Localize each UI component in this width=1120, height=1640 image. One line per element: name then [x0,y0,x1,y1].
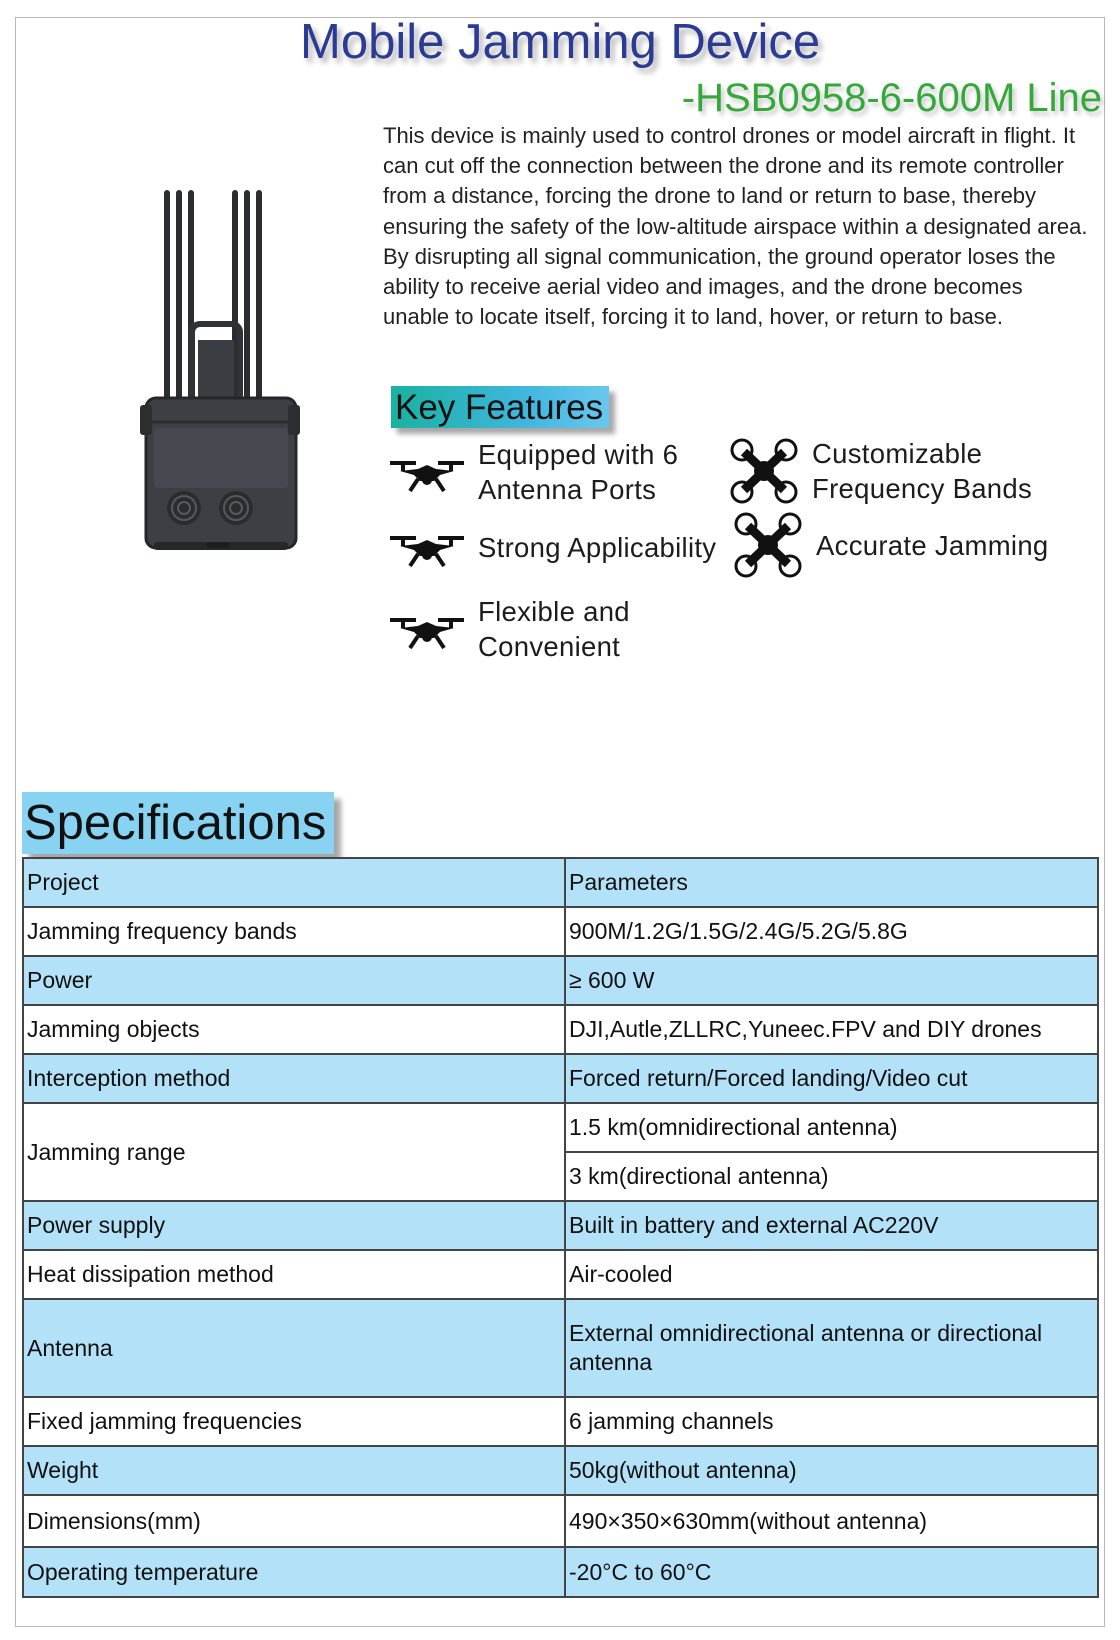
model-subtitle: -HSB0958-6-600M Line [681,76,1102,120]
column-header-project: Project [23,858,565,907]
drone-side-icon [388,522,466,572]
quadcopter-icon [728,438,800,504]
spec-value: 3 km(directional antenna) [565,1152,1098,1201]
spec-value: ≥ 600 W [565,956,1098,1005]
spec-value: 900M/1.2G/1.5G/2.4G/5.2G/5.8G [565,907,1098,956]
column-header-parameters: Parameters [565,858,1098,907]
spec-name: Power [23,956,565,1005]
spec-name: Dimensions(mm) [23,1495,565,1547]
spec-name: Antenna [23,1299,565,1397]
table-row [23,1201,1098,1250]
spec-name: Interception method [23,1054,565,1103]
table-row [23,1446,1098,1495]
feature-item [388,437,678,507]
specifications-heading: Specifications [22,792,334,854]
table-header-row [23,858,1098,907]
spec-value: Air-cooled [565,1250,1098,1299]
key-features-heading: Key Features [391,386,609,428]
feature-label: Flexible and Convenient [478,596,630,662]
jammer-device-image [140,190,300,580]
table-row [23,1397,1098,1446]
table-row [23,956,1098,1005]
specifications-table [22,857,1099,1598]
table-row [23,1495,1098,1547]
spec-name: Operating temperature [23,1547,565,1597]
spec-name: Jamming objects [23,1005,565,1054]
feature-item [388,594,630,664]
quadcopter-icon [732,512,804,578]
device-description: This device is mainly used to control drones or model aircraft in flight. It can cut off the connection between the drone and its remote controller from a distance, forcing the drone to land or return to base, thereby ensuring the safety of the low-altitude airspace within a designated area. By disrupting all signal communication, the ground operator loses the ability to receive aerial video and images, and the drone becomes unable to locate itself, forcing it to land, hover, or return to base. [383,123,1088,330]
table-row [23,1005,1098,1054]
feature-label: Accurate Jamming [816,529,1049,561]
spec-value: Built in battery and external AC220V [565,1201,1098,1250]
feature-item [732,512,1049,578]
feature-item [388,522,716,572]
table-row [23,907,1098,956]
spec-name: Jamming range [23,1103,565,1201]
table-row [23,1299,1098,1397]
feature-label: Customizable Frequency Bands [812,438,1033,504]
spec-name: Jamming frequency bands [23,907,565,956]
page-title: Mobile Jamming Device [300,15,821,69]
table-row [23,1250,1098,1299]
table-row [23,1547,1098,1597]
spec-value: 1.5 km(omnidirectional antenna) [565,1103,1098,1152]
spec-value: 490×350×630mm(without antenna) [565,1495,1098,1547]
spec-name: Fixed jamming frequencies [23,1397,565,1446]
spec-name: Weight [23,1446,565,1495]
feature-label: Strong Applicability [478,531,717,563]
feature-label: Equipped with 6 Antenna Ports [478,439,679,505]
spec-value: -20°C to 60°C [565,1547,1098,1597]
table-row [23,1103,1098,1152]
spec-value: 6 jamming channels [565,1397,1098,1446]
drone-side-icon [388,447,466,497]
spec-name: Heat dissipation method [23,1250,565,1299]
table-row [23,1054,1098,1103]
spec-value: External omnidirectional antenna or directional antenna [565,1299,1098,1397]
spec-value: 50kg(without antenna) [565,1446,1098,1495]
drone-side-icon [388,604,466,654]
spec-value: Forced return/Forced landing/Video cut [565,1054,1098,1103]
spec-name: Power supply [23,1201,565,1250]
feature-item [728,436,1032,506]
spec-value: DJI,Autle,ZLLRC,Yuneec.FPV and DIY drones [565,1005,1098,1054]
